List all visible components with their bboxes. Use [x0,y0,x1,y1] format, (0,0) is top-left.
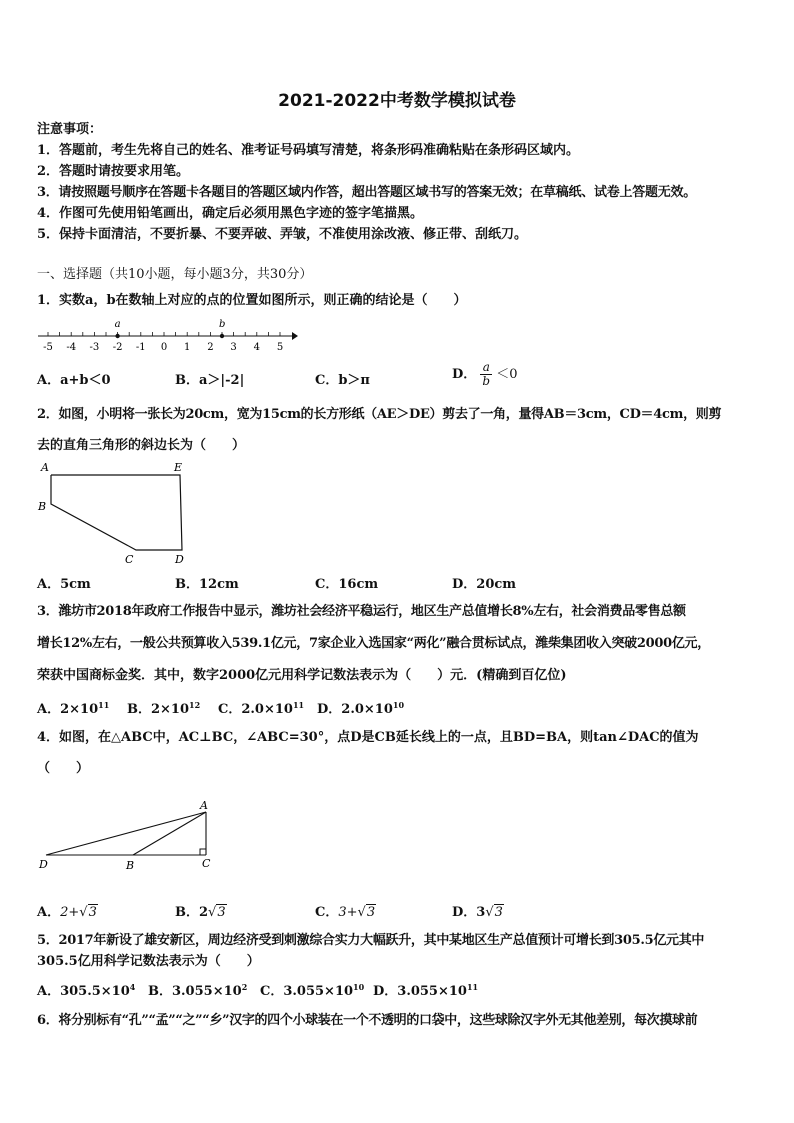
option-pre: 2+ [60,905,80,920]
label-B: B [38,500,47,513]
q2-stem-line1: 2．如图，小明将一张长为20cm，宽为15cm的长方形纸（AE＞DE）剪去了一角，量得AB＝3cm，CD＝4cm，则剪 [37,407,722,422]
notice-item: 1．答题前，考生先将自己的姓名、准考证号码填写清楚，将条形码准确粘贴在条形码区域内。 [37,143,580,158]
option-pre: 2 [199,905,209,920]
label-A: A [41,461,49,474]
sqrt-radicand: 3 [88,905,97,920]
q2-option-c[interactable]: C．16cm [315,577,379,592]
point-a [115,334,119,338]
axis-tick-label: 1 [184,342,191,353]
q5-line1: 5．2017年新设了雄安新区，周边经济受到刺激综合实力大幅跃升，其中某地区生产总值预计可增长到305.5亿元其中 [37,933,705,948]
notice-item: 4．作图可先使用铅笔画出，确定后必须用黑色字迹的签字笔描黑。 [37,206,424,221]
label-A: A [200,799,208,812]
axis-tick-label: 3 [230,342,237,353]
q4-option-b[interactable]: B．2√3 [175,905,226,920]
paper-outline [51,475,182,550]
point-b [220,334,224,338]
q1-option-c[interactable]: C．b＞π [315,373,370,388]
sqrt-radicand: 3 [494,905,503,920]
option-base: A．2×10 [37,702,99,717]
q4-line1: 4．如图，在△ABC中，AC⊥BC，∠ABC=30°，点D是CB延长线上的一点，且BD=BA，则tan∠DAC的值为 [37,730,699,745]
axis-tick-label: 4 [253,342,260,353]
axis-tick-label: -3 [89,342,100,353]
option-exponent: 2 [241,982,248,992]
notice-item: 3．请按照题号顺序在答题卡各题目的答题区域内作答，超出答题区域书写的答案无效；在草稿纸、试卷上答题无效。 [37,185,697,200]
axis-tick-label: 5 [276,342,284,353]
q2-figure [36,456,196,571]
option-exponent: 11 [292,700,305,710]
option-prefix: D． [452,905,477,920]
q3-option-a[interactable] [37,698,109,717]
section-heading: 一、选择题（共10小题，每小题3分，共30分） [37,267,313,282]
q2-option-a[interactable]: A．5cm [37,577,91,592]
option-exponent: 12 [189,700,201,710]
option-base: C．2.0×10 [218,702,293,717]
sqrt-radicand: 3 [217,905,226,920]
q5-option-b[interactable] [148,980,247,999]
q3-line3: 荣获中国商标金奖．其中，数字2000亿元用科学记数法表示为（ ）元．(精确到百亿位) [37,668,567,683]
option-exponent: 11 [466,982,479,992]
option-exponent: 11 [98,700,110,710]
q1-option-d-suffix: ＜0 [496,367,518,382]
q1-option-a[interactable]: A．a+b＜0 [37,373,111,388]
q4-option-a[interactable]: A．2+√3 [37,905,97,920]
option-exponent: 10 [392,700,405,710]
option-base: B．3.055×10 [148,984,242,999]
option-prefix: A． [37,905,61,920]
q4-line2: （ ） [37,761,90,776]
point-b-label: b [219,319,226,330]
axis-arrow-icon [292,332,298,340]
page-title: 2021-2022中考数学模拟试卷 [278,91,516,111]
q3-option-c[interactable] [218,698,304,717]
notice-item: 5．保持卡面清洁，不要折暴、不要弄破、弄皱，不准使用涂改液、修正带、刮纸刀。 [37,227,528,242]
q3-line1: 3．潍坊市2018年政府工作报告中显示，潍坊社会经济平稳运行，地区生产总值增长8%左右，社会消费品零售总额 [37,604,686,619]
axis-tick-label: -5 [43,342,53,353]
axis-tick-label: -2 [112,342,123,353]
option-base: D．3.055×10 [373,984,467,999]
sqrt-radicand: 3 [366,905,376,920]
q1-stem: 1．实数a，b在数轴上对应的点的位置如图所示，则正确的结论是（ ） [37,293,467,308]
q5-option-a[interactable] [37,980,135,999]
option-exponent: 10 [353,982,365,992]
q3-line2: 增长12%左右，一般公共预算收入539.1亿元，7家企业入选国家“两化”融合贯标试点，潍柴集团收入突破2000亿元， [37,636,710,651]
option-base: A．305.5×10 [37,984,130,999]
axis-tick-label: -1 [135,342,146,353]
label-C: C [202,857,211,870]
q4-triangle-figure [36,795,226,875]
label-D: D [39,858,48,871]
q4-option-d[interactable]: D．3√3 [452,905,503,920]
option-base: B．2×10 [127,702,190,717]
q5-option-c[interactable] [260,980,364,999]
point-a-label: a [114,319,121,330]
option-base: D．2.0×10 [317,702,393,717]
option-pre: 3+ [338,905,358,920]
q1-option-d-prefix: D． [452,367,477,382]
option-pre: 3 [476,905,486,920]
label-E: E [174,461,183,474]
option-prefix: B． [175,905,199,920]
axis-tick-label: 0 [160,342,168,353]
q5-line2: 305.5亿用科学记数法表示为（ ） [37,954,260,969]
fraction-denominator: b [482,374,491,388]
q1-option-d[interactable] [452,361,518,388]
label-D: D [175,553,184,566]
label-B: B [126,859,135,872]
axis-tick-label: -4 [66,342,77,353]
q1-option-b[interactable]: B．a＞|-2| [175,373,245,388]
q5-option-d[interactable] [373,980,478,999]
fraction-numerator: a [480,361,492,375]
option-prefix: C． [315,905,339,920]
label-C: C [125,553,134,566]
q3-option-b[interactable] [127,698,200,717]
fraction [480,361,492,388]
q1-number-line [36,314,298,354]
notice-item: 2．答题时请按要求用笔。 [37,164,190,179]
right-angle-mark [200,849,206,855]
q2-option-d[interactable]: D．20cm [452,577,517,592]
option-exponent: 4 [129,982,136,992]
q4-option-c[interactable]: C．3+√3 [315,905,376,920]
axis-tick-label: 2 [207,342,214,353]
q3-option-d[interactable] [317,698,404,717]
q2-stem-line2: 去的直角三角形的斜边长为（ ） [37,438,246,453]
q2-option-b[interactable]: B．12cm [175,577,239,592]
notice-heading: 注意事项： [37,122,103,137]
option-base: C．3.055×10 [260,984,354,999]
q6-line1: 6．将分别标有“孔”“孟”“之”“乡”汉字的四个小球装在一个不透明的口袋中，这些球除汉字外无其他差别，每次摸球前 [37,1013,698,1028]
